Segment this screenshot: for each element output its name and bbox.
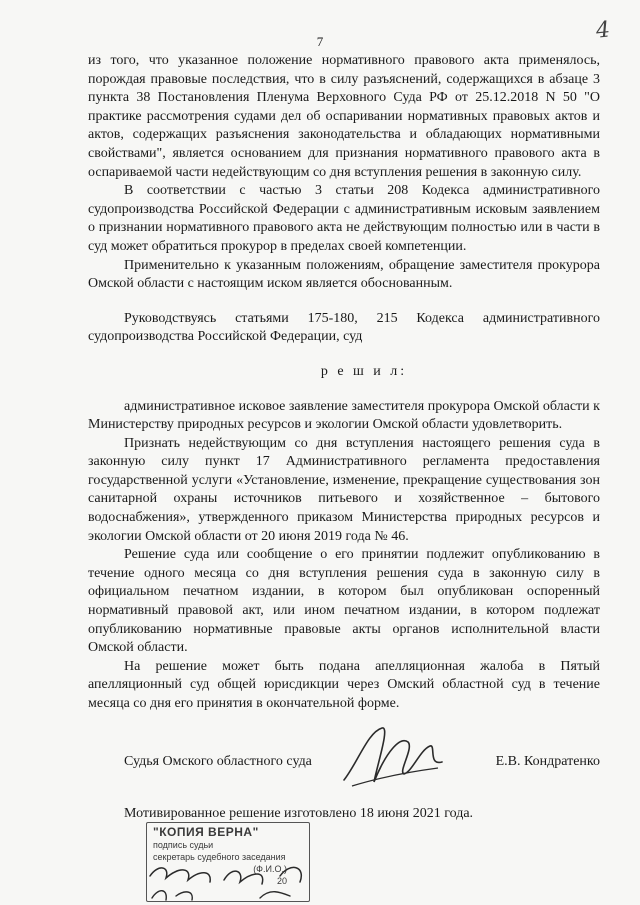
paragraph-satisfy-claim: административное исковое заявление заместителя прокурора Омской области к Министерству природных ресурсов и экологии Омской области удовлетворить.: [88, 398, 600, 433]
decision-heading: р е ш и л:: [320, 363, 408, 379]
handwritten-page-mark: 4: [594, 17, 612, 44]
stamp-title: "КОПИЯ ВЕРНА": [153, 825, 259, 839]
page-number: 7: [316, 34, 324, 49]
reasoned-decision-note: Мотивированное решение изготовлено 18 июня 2021 года.: [124, 806, 474, 821]
handwritten-signature: [338, 722, 448, 796]
stamp-handwriting: [140, 836, 320, 902]
stamp-year-label: 20: [276, 876, 287, 886]
stamp-secretary-label: секретарь судебного заседания: [153, 852, 286, 862]
paragraph-appeal: На решение может быть подана апелляционная жалоба в Пятый апелляционный суд общей юрисдикции через Омский областной суд в течение месяца со дня его принятия в окончательной форме.: [88, 658, 600, 711]
stamp-fio-label: (Ф.И.О.): [253, 864, 287, 874]
stamp-judge-signature-label: подпись судьи: [153, 840, 214, 850]
judge-name: Е.В. Кондратенко: [495, 754, 600, 769]
paragraph-declare-invalid: Признать недействующим со дня вступления настоящего решения суда в законную силу пункт 17 Административного регламента предоставления государственной услуги «Установление, изменение, прекращение существования зон санитарной охраны источников питьевого и хозяйственное – бытового водоснабжения», утвержденного приказом Министерства природных ресурсов и экологии Омской области от 20 июня 2019 года № 46.: [88, 435, 600, 544]
paragraph-continuation: из того, что указанное положение нормативного правового акта применялось, порождая правовые последствия, что в силу разъяснений, содержащихся в абзаце 3 пункта 38 Постановления Пленума Верховного Суда РФ от 25.12.2018 N 50 "О практике рассмотрения судами дел об оспаривании нормативных правовых актов и актов, содержащих разъяснения законодательства и обладающих нормативными свойствами", является основанием для признания нормативного правового акта в оспариваемой части недействующим со дня вступления решения в законную силу.: [88, 53, 600, 180]
judge-title: Судья Омского областного суда: [124, 754, 312, 769]
paragraph-publication: Решение суда или сообщение о его принятии подлежит опубликованию в течение одного месяца со дня вступления решения суда в законную силу в официальном печатном издании, в котором был опубликован оспоренный нормативный правовой акт, или ином печатном издании, в котором подлежат опубликованию нормативные правовые акты органов исполнительной власти Омской области.: [88, 547, 600, 656]
paragraph-article-208: В соответствии с частью 3 статьи 208 Кодекса административного судопроизводства Российской Федерации с административным исковым заявлением о признании нормативного правового акта не действующим полностью или в части в суд может обратиться прокурор в пределах своей компетенции.: [88, 183, 600, 254]
document-body: [88, 52, 600, 714]
paragraph-conclusion: Применительно к указанным положениям, обращение заместителя прокурора Омской области с настоящим иском является обоснованным.: [88, 257, 600, 292]
paragraph-guided-by: Руководствуясь статьями 175-180, 215 Кодекса административного судопроизводства Российской Федерации, суд: [88, 310, 600, 345]
